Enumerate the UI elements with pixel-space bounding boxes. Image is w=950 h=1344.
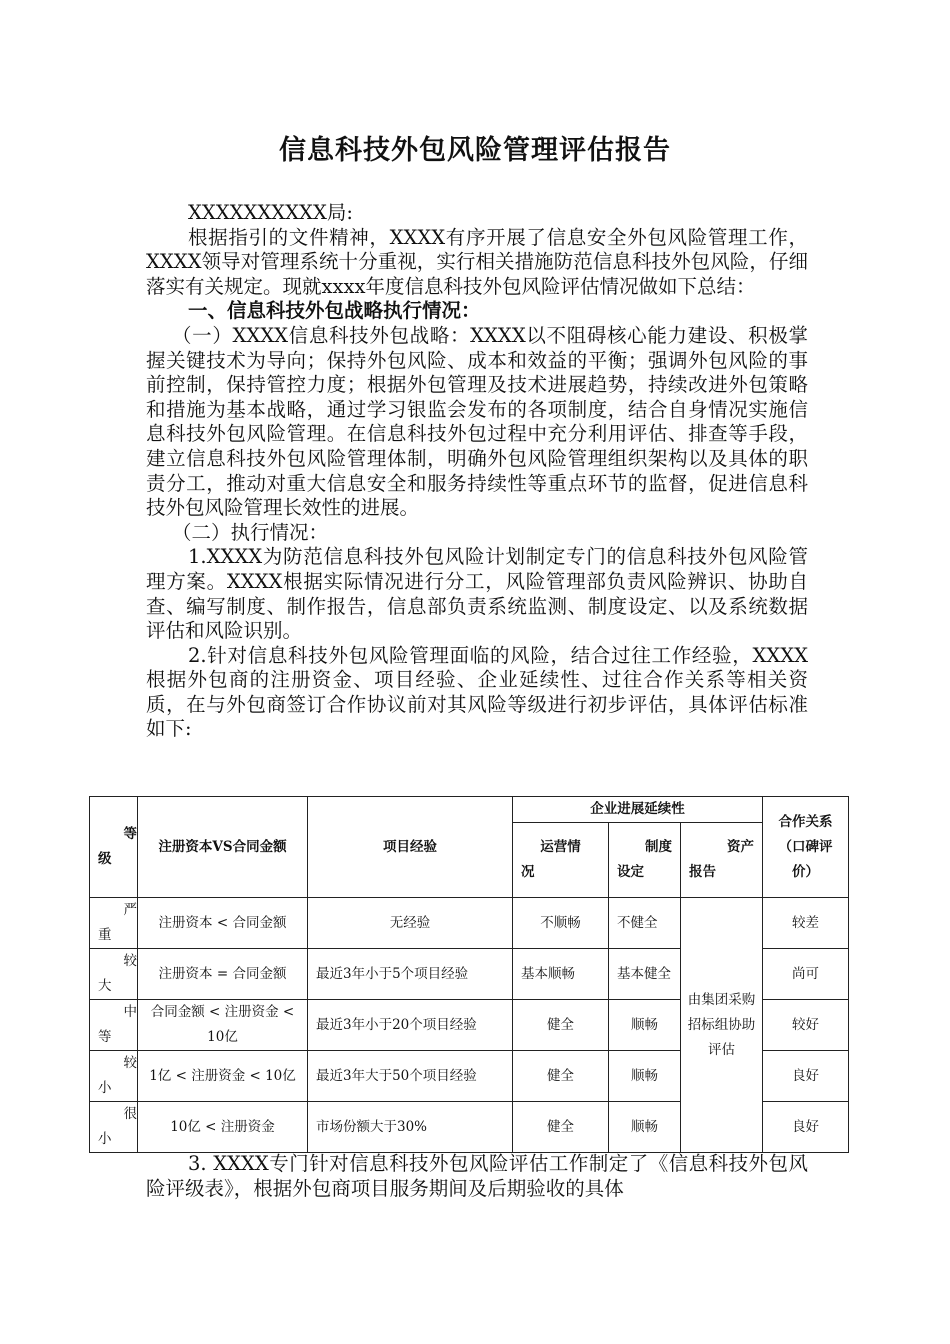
level-cell: 较 小: [90, 1051, 138, 1102]
cooperation-cell: 良好: [763, 1051, 849, 1102]
capital-cell: 10亿 < 注册资金: [138, 1102, 308, 1153]
header-system: 制度 设定: [609, 823, 681, 898]
document-title: 信息科技外包风险管理评估报告: [279, 135, 671, 166]
report-body-continued: [146, 1152, 808, 1201]
operations-cell: 基本顺畅: [513, 949, 609, 1000]
system-cell: 基本健全: [609, 949, 681, 1000]
header-capital: 注册资本VS合同金额: [138, 797, 308, 898]
cooperation-cell: 尚可: [763, 949, 849, 1000]
header-asset: 资产 报告: [681, 823, 763, 898]
system-cell: 顺畅: [609, 1051, 681, 1102]
table-row: [90, 898, 849, 949]
system-cell: 不健全: [609, 898, 681, 949]
level-cell: 严 重: [90, 898, 138, 949]
cooperation-cell: 较好: [763, 1000, 849, 1051]
operations-cell: 不顺畅: [513, 898, 609, 949]
capital-cell: 注册资本 = 合同金额: [138, 949, 308, 1000]
cooperation-cell: 良好: [763, 1102, 849, 1153]
operations-cell: 健全: [513, 1102, 609, 1153]
cooperation-cell: 较差: [763, 898, 849, 949]
capital-cell: 1亿 < 注册资金 < 10亿: [138, 1051, 308, 1102]
item-1-paragraph: 1.XXXX为防范信息科技外包风险计划制定专门的信息科技外包风险管理方案。XXXX根据实际情况进行分工，风险管理部负责风险辨识、协助自查、编写制度、制作报告，信息部负责系统监测、制度设定、以及系统数据评估和风险识别。: [146, 545, 808, 643]
system-cell: 顺畅: [609, 1102, 681, 1153]
asset-merged-cell: 由集团采购招标组协助评估: [681, 898, 763, 1153]
subsection-2-heading: （二）执行情况：: [172, 520, 329, 544]
experience-cell: 无经验: [308, 898, 513, 949]
level-cell: 中 等: [90, 1000, 138, 1051]
operations-cell: 健全: [513, 1051, 609, 1102]
header-operations: 运营情 况: [513, 823, 609, 898]
experience-cell: 最近3年小于20个项目经验: [308, 1000, 513, 1051]
header-cooperation: 合作关系（口碑评价）: [763, 797, 849, 898]
operations-cell: 健全: [513, 1000, 609, 1051]
item-3-paragraph: 3. XXXX专门针对信息科技外包风险评估工作制定了《信息科技外包风险评级表》，根据外包商项目服务期间及后期验收的具体: [146, 1152, 808, 1200]
level-cell: 较 大: [90, 949, 138, 1000]
level-cell: 很 小: [90, 1102, 138, 1153]
experience-cell: 最近3年大于50个项目经验: [308, 1051, 513, 1102]
salutation: XXXXXXXXXX局:: [188, 201, 353, 224]
capital-cell: 合同金额 < 注册资金 < 10亿: [138, 1000, 308, 1051]
item-2-paragraph: 2.针对信息科技外包风险管理面临的风险，结合过往工作经验，XXXX根据外包商的注册资金、项目经验、企业延续性、过往合作关系等相关资质，在与外包商签订合作协议前对其风险等级进行初步评估，具体评估标准如下:: [146, 643, 808, 741]
subsection-1-paragraph: （一）XXXX信息科技外包战略：XXXX以不阻碍核心能力建设、积极掌握关键技术为导向；保持外包风险、成本和效益的平衡；强调外包风险的事前控制，保持管控力度；根据外包管理及技术进展趋势，持续改进外包策略和措施为基本战略，通过学习银监会发布的各项制度，结合自身情况实施信息科技外包风险管理。在信息科技外包过程中充分利用评估、排查等手段，建立信息科技外包风险管理体制，明确外包风险管理组织架构以及具体的职责分工，推动对重大信息安全和服务持续性等重点环节的监督，促进信息科技外包风险管理长效性的进展。: [146, 323, 808, 520]
experience-cell: 市场份额大于30%: [308, 1102, 513, 1153]
intro-paragraph: 根据指引的文件精神，XXXX有序开展了信息安全外包风险管理工作，XXXX领导对管理系统十分重视，实行相关措施防范信息科技外包风险，仔细落实有关规定。现就xxxx年度信息科技外包风险评估情况做如下总结：: [146, 225, 808, 298]
experience-cell: 最近3年小于5个项目经验: [308, 949, 513, 1000]
system-cell: 顺畅: [609, 1000, 681, 1051]
header-experience: 项目经验: [308, 797, 513, 898]
capital-cell: 注册资本 < 合同金额: [138, 898, 308, 949]
header-level: 等 级: [90, 797, 138, 898]
section-1-heading: 一、信息科技外包战略执行情况：: [188, 299, 481, 323]
report-body: [146, 201, 808, 742]
risk-criteria-table: [89, 796, 849, 1153]
header-continuity: 企业进展延续性: [513, 797, 763, 823]
